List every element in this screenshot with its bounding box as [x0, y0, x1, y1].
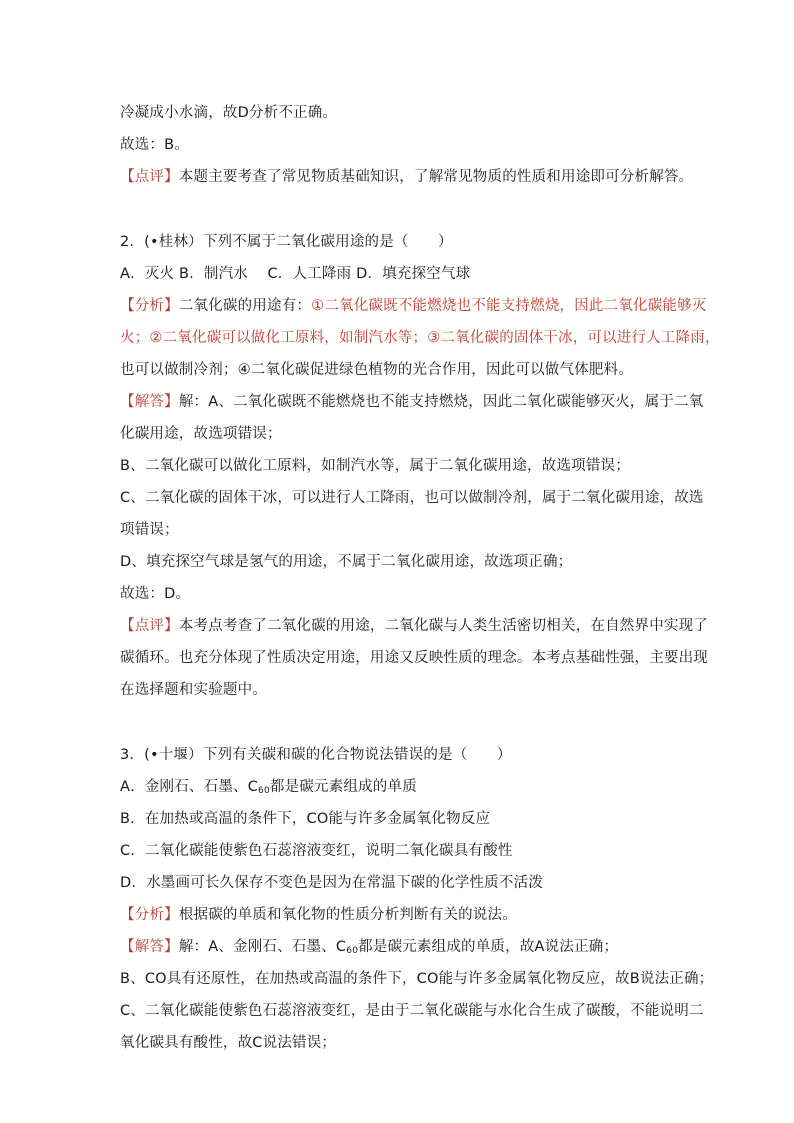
analysis-line	[120, 328, 720, 348]
analysis-highlight: ①二氧化碳既不能燃烧也不能支持燃烧，因此二氧化碳能够灭	[311, 298, 707, 314]
review-text: 在选择题和实验题中。	[120, 682, 267, 698]
analysis-tag: 【分析】	[120, 298, 179, 314]
choice-text: 故选：B。	[120, 137, 189, 153]
review-text: 本考点考查了二氧化碳的用途，二氧化碳与人类生活密切相关，在自然界中实现了	[178, 618, 709, 634]
choice-line	[120, 584, 190, 604]
review-line	[120, 680, 267, 700]
answer-text: 化碳用途，故选项错误；	[120, 426, 282, 442]
answer-text: C、二氧化碳的固体干冰，可以进行人工降雨，也可以做制冷剂，属于二氧化碳用途，故选	[120, 490, 704, 506]
answer-text: D、填充探空气球是氢气的用途，不属于二氧化碳用途，故选项正确；	[120, 554, 573, 570]
analysis-line	[120, 905, 517, 925]
subscript: 60	[346, 946, 359, 956]
review-line	[120, 616, 708, 636]
answer-line	[120, 456, 630, 476]
question-stem	[120, 745, 512, 765]
choice-text: 故选：D。	[120, 586, 191, 602]
question-2-options: A．灭火 B．制汽水 C．人工降雨 D．填充探空气球	[120, 266, 471, 282]
answer-tag: 【解答】	[120, 394, 179, 410]
question-stem	[120, 232, 453, 252]
answer-line	[120, 488, 704, 508]
analysis-head: 二氧化碳的用途有：	[178, 298, 312, 314]
answer-line	[120, 937, 618, 961]
answer-text: 项错误；	[120, 522, 179, 538]
review-tag: 【点评】	[120, 618, 179, 634]
answer-line	[120, 392, 703, 412]
answer-line	[120, 1001, 704, 1021]
answer-text: B、CO具有还原性，在加热或高温的条件下，CO能与许多金属氧化物反应，故B说法正确；	[120, 971, 714, 987]
review-text: 碳循环。也充分体现了性质决定用途，用途又反映性质的理念。本考点基础性强，主要出现	[120, 650, 708, 666]
answer-text: C、二氧化碳能使紫色石蕊溶液变红，是由于二氧化碳能与水化合生成了碳酸，不能说明二	[120, 1003, 704, 1019]
analysis-text: 也可以做制冷剂；④二氧化碳促进绿色植物的光合作用，因此可以做气体肥料。	[120, 362, 633, 378]
option-line	[120, 873, 543, 893]
question-3-stem: 3．(•十堰）下列有关碳和碳的化合物说法错误的是（ ）	[120, 747, 512, 763]
question-2-stem: 2．(•桂林）下列不属于二氧化碳用途的是（ ）	[120, 234, 453, 250]
analysis-highlight: 火；②二氧化碳可以做化工原料，如制汽水等；③	[120, 330, 441, 346]
answer-text: 解：A、二氧化碳既不能燃烧也不能支持燃烧，因此二氧化碳能够灭火，属于二氧	[178, 394, 704, 410]
analysis-line	[120, 360, 633, 380]
analysis-line	[120, 296, 707, 316]
text-line	[120, 103, 337, 123]
review-line	[120, 167, 693, 187]
option-line	[120, 777, 417, 801]
option-b-text: B．在加热或高温的条件下，CO能与许多金属氧化物反应	[120, 811, 491, 827]
answer-text: 都是碳元素组成的单质，故A说法正确；	[358, 939, 619, 955]
option-a-text: 都是碳元素组成的单质	[269, 779, 417, 795]
answer-text: 氧化碳具有酸性，故C说法错误；	[120, 1035, 337, 1051]
review-line	[120, 648, 708, 668]
answer-line	[120, 552, 572, 572]
answer-line	[120, 520, 179, 540]
analysis-text: 根据碳的单质和氧化物的性质分析判断有关的说法。	[178, 907, 517, 923]
answer-text: 解：A、金刚石、石墨、C	[178, 939, 347, 955]
question-options	[120, 264, 470, 284]
option-line	[120, 841, 513, 861]
subscript: 60	[258, 786, 270, 796]
text-line	[120, 135, 189, 155]
option-c-text: C．二氧化碳能使紫色石蕊溶液变红，说明二氧化碳具有酸性	[120, 843, 513, 859]
option-line	[120, 809, 490, 829]
answer-text: B、二氧化碳可以做化工原料，如制汽水等，属于二氧化碳用途，故选项错误；	[120, 458, 630, 474]
analysis-highlight: 二氧化碳的固体干冰，可以进行人工降雨，	[440, 330, 720, 346]
option-d-text: D．水墨画可长久保存不变色是因为在常温下碳的化学性质不活泼	[120, 875, 543, 891]
option-a-text: A．金刚石、石墨、C	[120, 779, 259, 795]
answer-line	[120, 1033, 336, 1053]
answer-line	[120, 969, 713, 989]
answer-line	[120, 424, 282, 444]
review-tag: 【点评】	[120, 169, 179, 185]
answer-tag: 【解答】	[120, 939, 179, 955]
text-span: 冷凝成小水滴，故D分析不正确。	[120, 105, 338, 121]
review-text: 本题主要考查了常见物质基础知识，了解常见物质的性质和用途即可分析解答。	[178, 169, 694, 185]
analysis-tag: 【分析】	[120, 907, 179, 923]
